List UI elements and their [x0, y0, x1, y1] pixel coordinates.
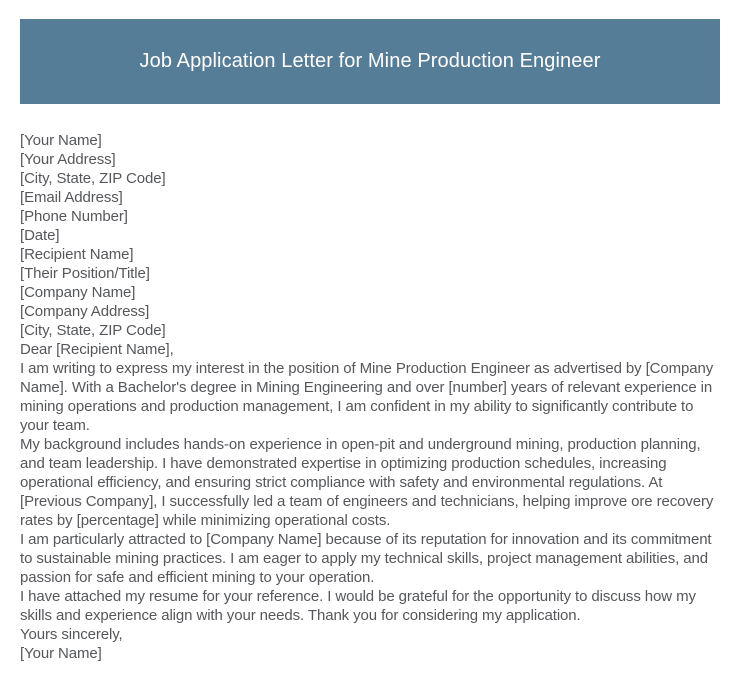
company-address-line: [Company Address]: [20, 303, 150, 320]
body-paragraph-3: I am particularly attracted to [Company Name] because of its reputation for innovation and its commitment to sustainable mining practices. I am eager to apply my technical skills, project management abilities, and passion for safe and efficient mining to your operation.: [20, 531, 712, 586]
recipient-position-line: [Their Position/Title]: [20, 265, 150, 282]
letter-body: [20, 131, 726, 663]
salutation: Dear [Recipient Name],: [20, 341, 174, 358]
body-paragraph-1: I am writing to express my interest in the position of Mine Production Engineer as advertised by [Company Name]. With a Bachelor's degree in Mining Engineering and over [number] years of relevant experience in mining operations and production management, I am confident in my ability to significantly contribute to your team.: [20, 360, 714, 434]
signature: [Your Name]: [20, 645, 102, 662]
recipient-name-line: [Recipient Name]: [20, 246, 134, 263]
sender-phone-line: [Phone Number]: [20, 208, 128, 225]
sender-address-line: [Your Address]: [20, 151, 116, 168]
title-banner: [20, 19, 720, 104]
sender-name-line: [Your Name]: [20, 132, 102, 149]
sender-email-line: [Email Address]: [20, 189, 123, 206]
date-line: [Date]: [20, 227, 60, 244]
recipient-block: [20, 245, 726, 340]
sender-city-state-zip-line: [City, State, ZIP Code]: [20, 170, 166, 187]
sender-block: [20, 131, 726, 245]
body-paragraph-2: My background includes hands-on experience in open-pit and underground mining, production planning, and team leadership. I have demonstrated expertise in optimizing production schedules, increasing operational efficiency, and ensuring strict compliance with safety and environmental regulations. At [Previous Company], I successfully led a team of engineers and technicians, helping improve ore recovery rates by [percentage] while minimizing operational costs.: [20, 436, 714, 529]
body-paragraph-4: I have attached my resume for your reference. I would be grateful for the opportunity to discuss how my skills and experience align with your needs. Thank you for considering my application.: [20, 588, 696, 624]
page-title: Job Application Letter for Mine Production Engineer: [139, 50, 601, 72]
company-city-state-zip-line: [City, State, ZIP Code]: [20, 322, 166, 339]
company-name-line: [Company Name]: [20, 284, 136, 301]
closing: Yours sincerely,: [20, 626, 123, 643]
